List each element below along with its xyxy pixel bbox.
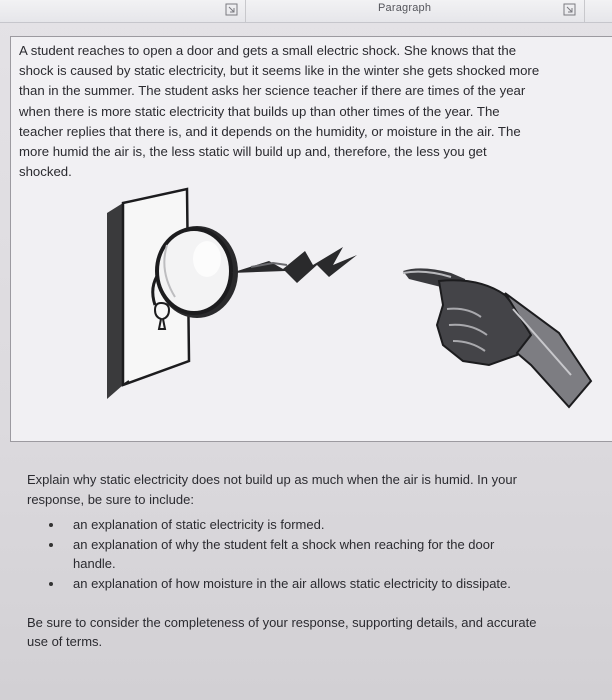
question-prompt: response, be sure to include:	[27, 491, 194, 507]
passage-text	[19, 41, 609, 182]
passage-line: A student reaches to open a door and gets a small electric shock. She knows that the	[19, 43, 517, 58]
bullet-icon	[49, 523, 53, 527]
question-prompt: Explain why static electricity does not build up as much when the air is humid. In your	[27, 472, 517, 487]
static-shock-illustration	[11, 185, 611, 443]
passage-line: when there is more static electricity that builds up than other times of the year. The	[19, 103, 500, 119]
header-divider	[245, 0, 246, 22]
list-item: an explanation of static electricity is formed.	[27, 515, 607, 535]
passage-line: than in the summer. The student asks her science teacher if there are times of the year	[19, 83, 526, 99]
door-plate-edge	[107, 203, 123, 399]
passage-line: shock is caused by static electricity, but it seems like in the winter she gets shocked more	[19, 63, 540, 79]
paragraph-panel	[10, 36, 612, 442]
popout-icon[interactable]	[563, 3, 576, 16]
doorknob	[157, 229, 231, 313]
question-section	[27, 470, 607, 652]
bullet-icon	[49, 582, 53, 586]
requirement-list	[27, 515, 607, 593]
passage-line: more humid the air is, the less static will build up and, therefore, the less you get	[19, 144, 487, 160]
popout-icon[interactable]	[225, 3, 238, 16]
header-divider	[584, 0, 585, 22]
closing-instructions: Be sure to consider the completeness of your response, supporting details, and accurate use of terms.	[27, 614, 537, 650]
bullet-icon	[49, 543, 53, 547]
list-item: an explanation of how moisture in the air allows static electricity to dissipate.	[27, 574, 607, 594]
passage-line: shocked.	[19, 164, 72, 180]
passage-line: teacher replies that there is, and it depends on the humidity, or moisture in the air. The	[19, 123, 521, 139]
paragraph-tab-title[interactable]: Paragraph	[378, 2, 432, 14]
list-item: an explanation of why the student felt a shock when reaching for the door handle.	[27, 535, 607, 574]
electric-spark	[231, 247, 357, 283]
panel-header	[0, 0, 612, 23]
